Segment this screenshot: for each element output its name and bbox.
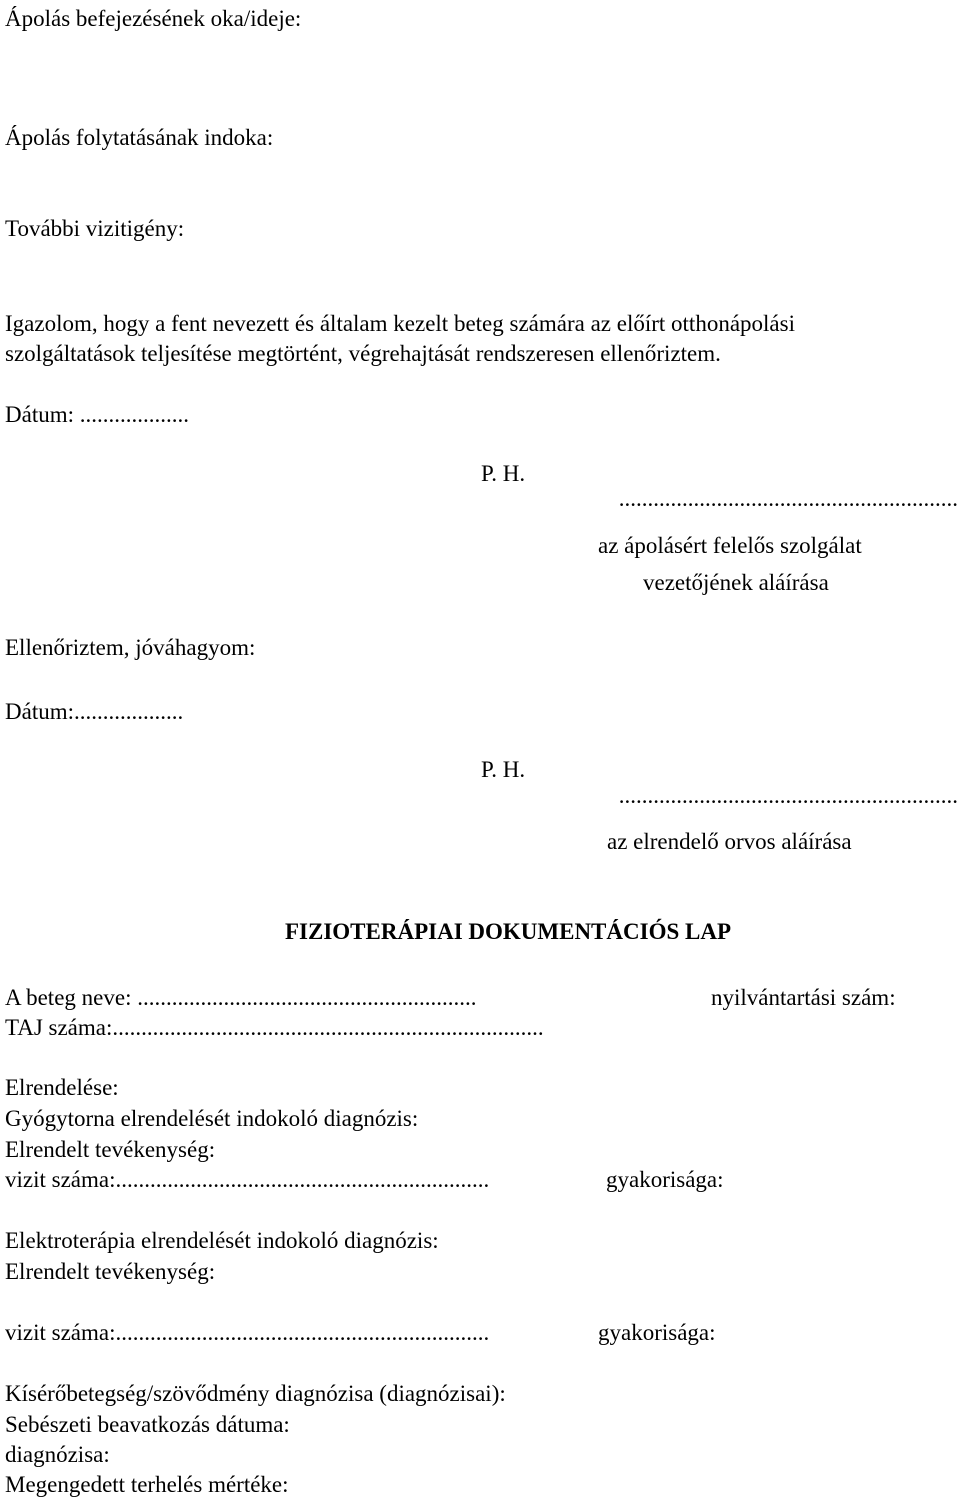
- ordered-label: Elrendelése:: [5, 1075, 119, 1100]
- electro-diagnosis-label: Elektroterápia elrendelését indokoló diagnózis:: [5, 1228, 439, 1253]
- electro-activity-label: Elrendelt tevékenység:: [5, 1259, 216, 1284]
- allowed-load-label: Megengedett terhelés mértéke:: [5, 1472, 289, 1497]
- physio-title: FIZIOTERÁPIAI DOKUMENTÁCIÓS LAP: [285, 919, 731, 944]
- care-signature-caption-1: az ápolásért felelős szolgálat: [598, 533, 862, 558]
- approval-stamp-label: P. H.: [481, 757, 526, 782]
- approval-date-field: Dátum:...................: [5, 699, 184, 724]
- gym-frequency-label: gyakorisága:: [606, 1167, 724, 1192]
- certification-line-2: szolgáltatások teljesítése megtörtént, végrehajtását rendszeresen ellenőriztem.: [5, 341, 721, 366]
- gym-activity-label: Elrendelt tevékenység:: [5, 1137, 216, 1162]
- care-continue-reason-label: Ápolás folytatásának indoka:: [5, 125, 274, 150]
- care-signature-line: ...........................................................: [618, 486, 958, 511]
- care-end-reason-label: Ápolás befejezésének oka/ideje:: [5, 6, 302, 31]
- certification-line-1: Igazolom, hogy a fent nevezett és általam kezelt beteg számára az előírt otthonápolási: [5, 311, 795, 336]
- care-date-field: Dátum: ...................: [5, 402, 189, 427]
- electro-visits-field: vizit száma:.................................................................: [5, 1320, 490, 1345]
- surgery-date-label: Sebészeti beavatkozás dátuma:: [5, 1412, 290, 1437]
- surgery-diagnosis-label: diagnózisa:: [5, 1442, 110, 1467]
- further-visits-label: További vizitigény:: [5, 216, 185, 241]
- doctor-signature-line: ...........................................................: [618, 783, 958, 808]
- registry-number-label: nyilvántartási szám:: [711, 985, 896, 1010]
- doctor-signature-caption: az elrendelő orvos aláírása: [607, 829, 852, 854]
- care-signature-caption-2: vezetőjének aláírása: [643, 570, 829, 595]
- comorbidity-label: Kísérőbetegség/szövődmény diagnózisa (diagnózisai):: [5, 1381, 506, 1406]
- electro-frequency-label: gyakorisága:: [598, 1320, 716, 1345]
- care-stamp-label: P. H.: [481, 461, 526, 486]
- approval-label: Ellenőriztem, jóváhagyom:: [5, 635, 256, 660]
- gym-diagnosis-label: Gyógytorna elrendelését indokoló diagnózis:: [5, 1106, 419, 1131]
- taj-number-field: TAJ száma:...........................................................................: [5, 1015, 544, 1040]
- patient-name-field: A beteg neve: ...........................................................: [5, 985, 477, 1010]
- gym-visits-field: vizit száma:.................................................................: [5, 1167, 490, 1192]
